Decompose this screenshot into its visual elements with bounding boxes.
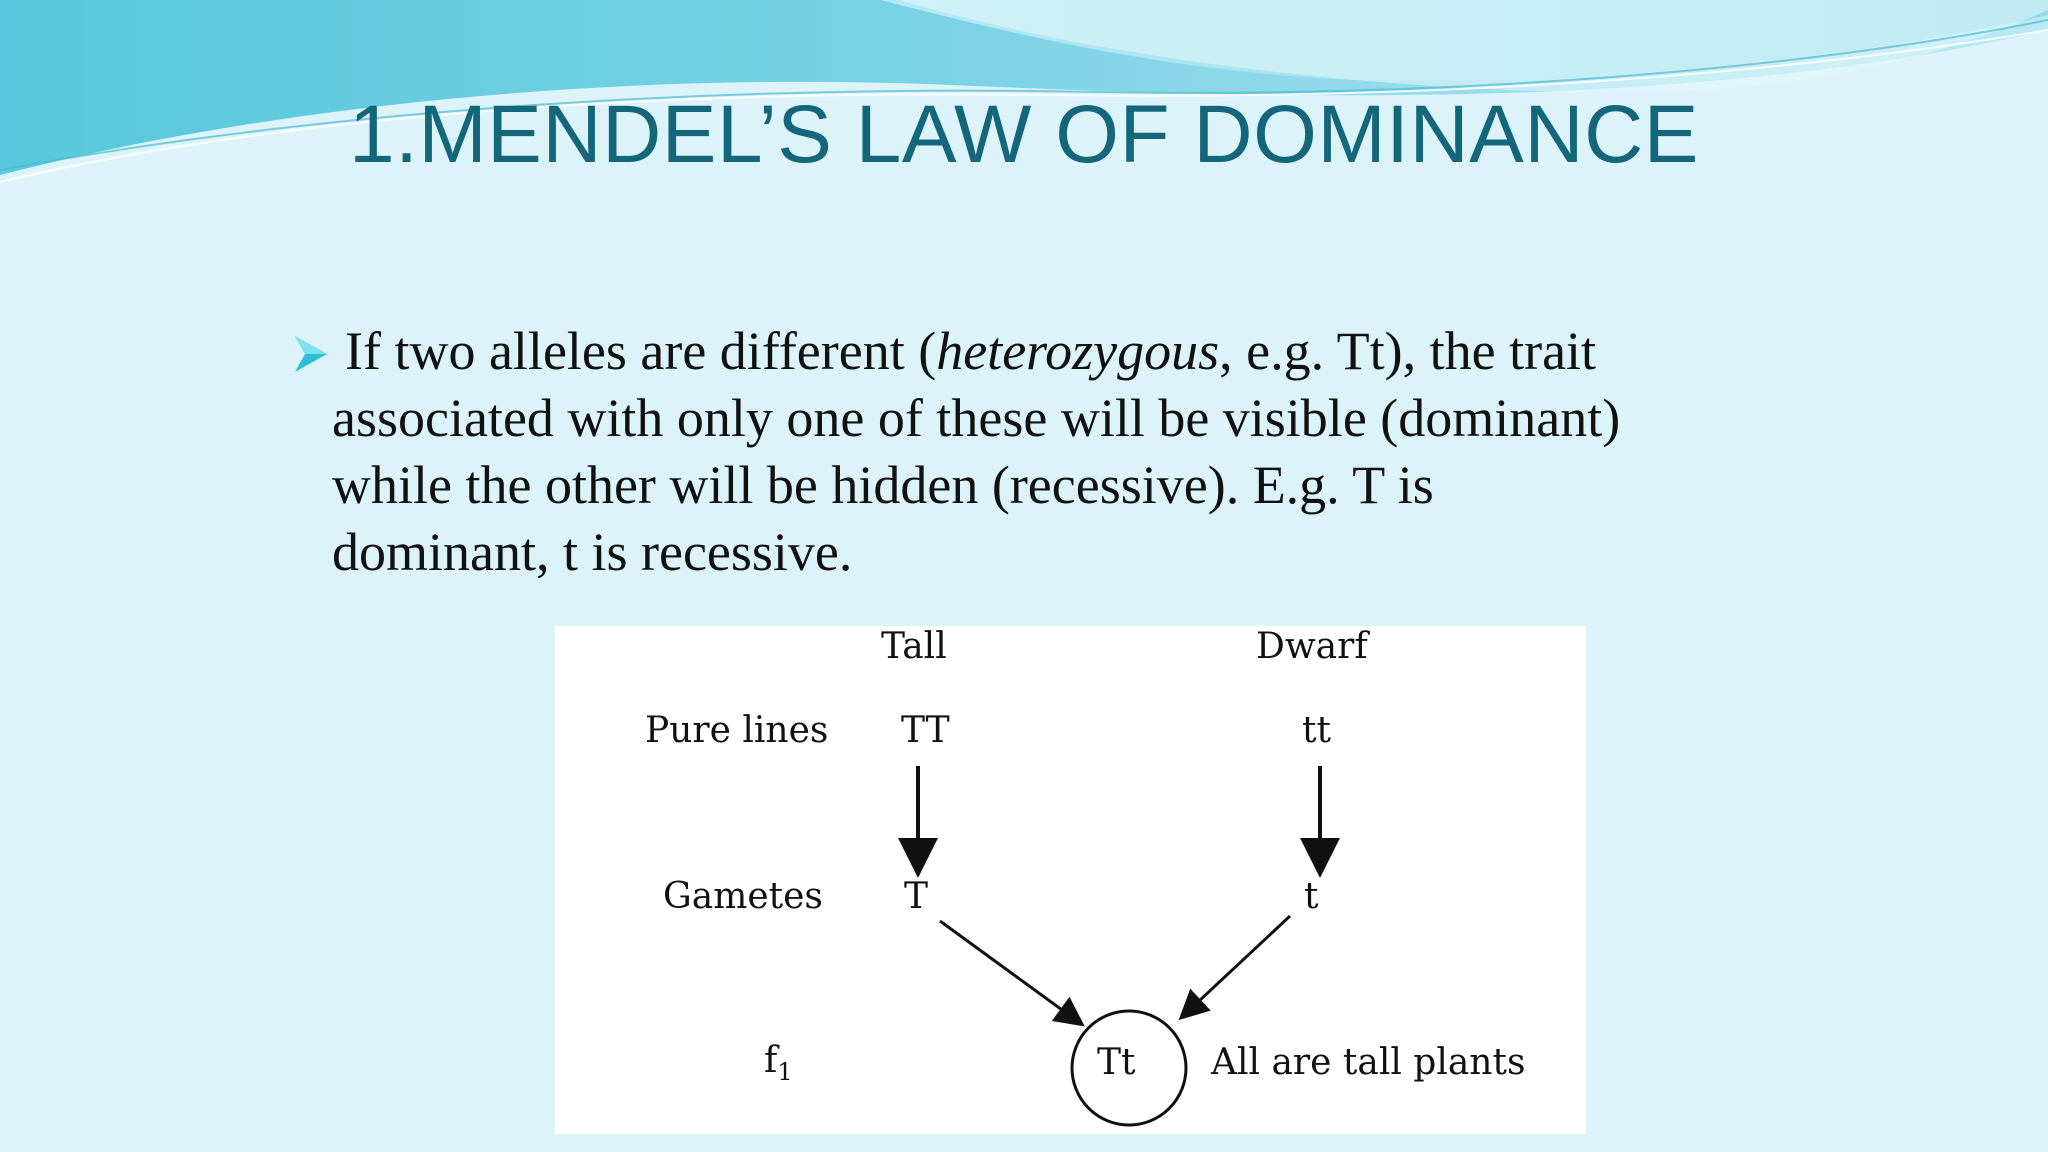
tall-gamete-arrow — [940, 921, 1080, 1023]
bullet-text — [332, 318, 1820, 586]
dwarf-gamete: t — [1304, 876, 1319, 917]
tall-label: Tall — [881, 626, 947, 667]
heterozygous-term: heterozygous — [936, 321, 1220, 381]
pure-lines-label: Pure lines — [645, 710, 829, 751]
dwarf-genotype: tt — [1302, 710, 1331, 751]
gametes-label: Gametes — [663, 876, 823, 917]
dwarf-gamete-arrow — [1183, 916, 1290, 1016]
bullet-line-1: If two alleles are different (heterozygous, e.g. Tt), the trait — [345, 321, 1597, 381]
offspring-note: All are tall plants — [1211, 1042, 1526, 1083]
tall-genotype: TT — [901, 710, 950, 751]
monohybrid-cross-diagram — [555, 626, 1586, 1134]
f1-label: $f_1$ — [764, 1040, 793, 1086]
offspring-genotype: Tt — [1097, 1042, 1136, 1083]
bullet-line-4: dominant, t is recessive. — [332, 522, 853, 582]
slide-title: 1.MENDEL’S LAW OF DOMINANCE — [348, 89, 1699, 180]
bullet-line-2: associated with only one of these will be visible (dominant) — [332, 388, 1621, 448]
arrow-bullet-icon — [293, 334, 329, 374]
bullet-line-3: while the other will be hidden (recessive). E.g. T is — [332, 455, 1434, 515]
tall-gamete: T — [904, 876, 929, 917]
dwarf-label: Dwarf — [1256, 626, 1368, 667]
f1-subscript: 1 — [777, 1058, 793, 1086]
